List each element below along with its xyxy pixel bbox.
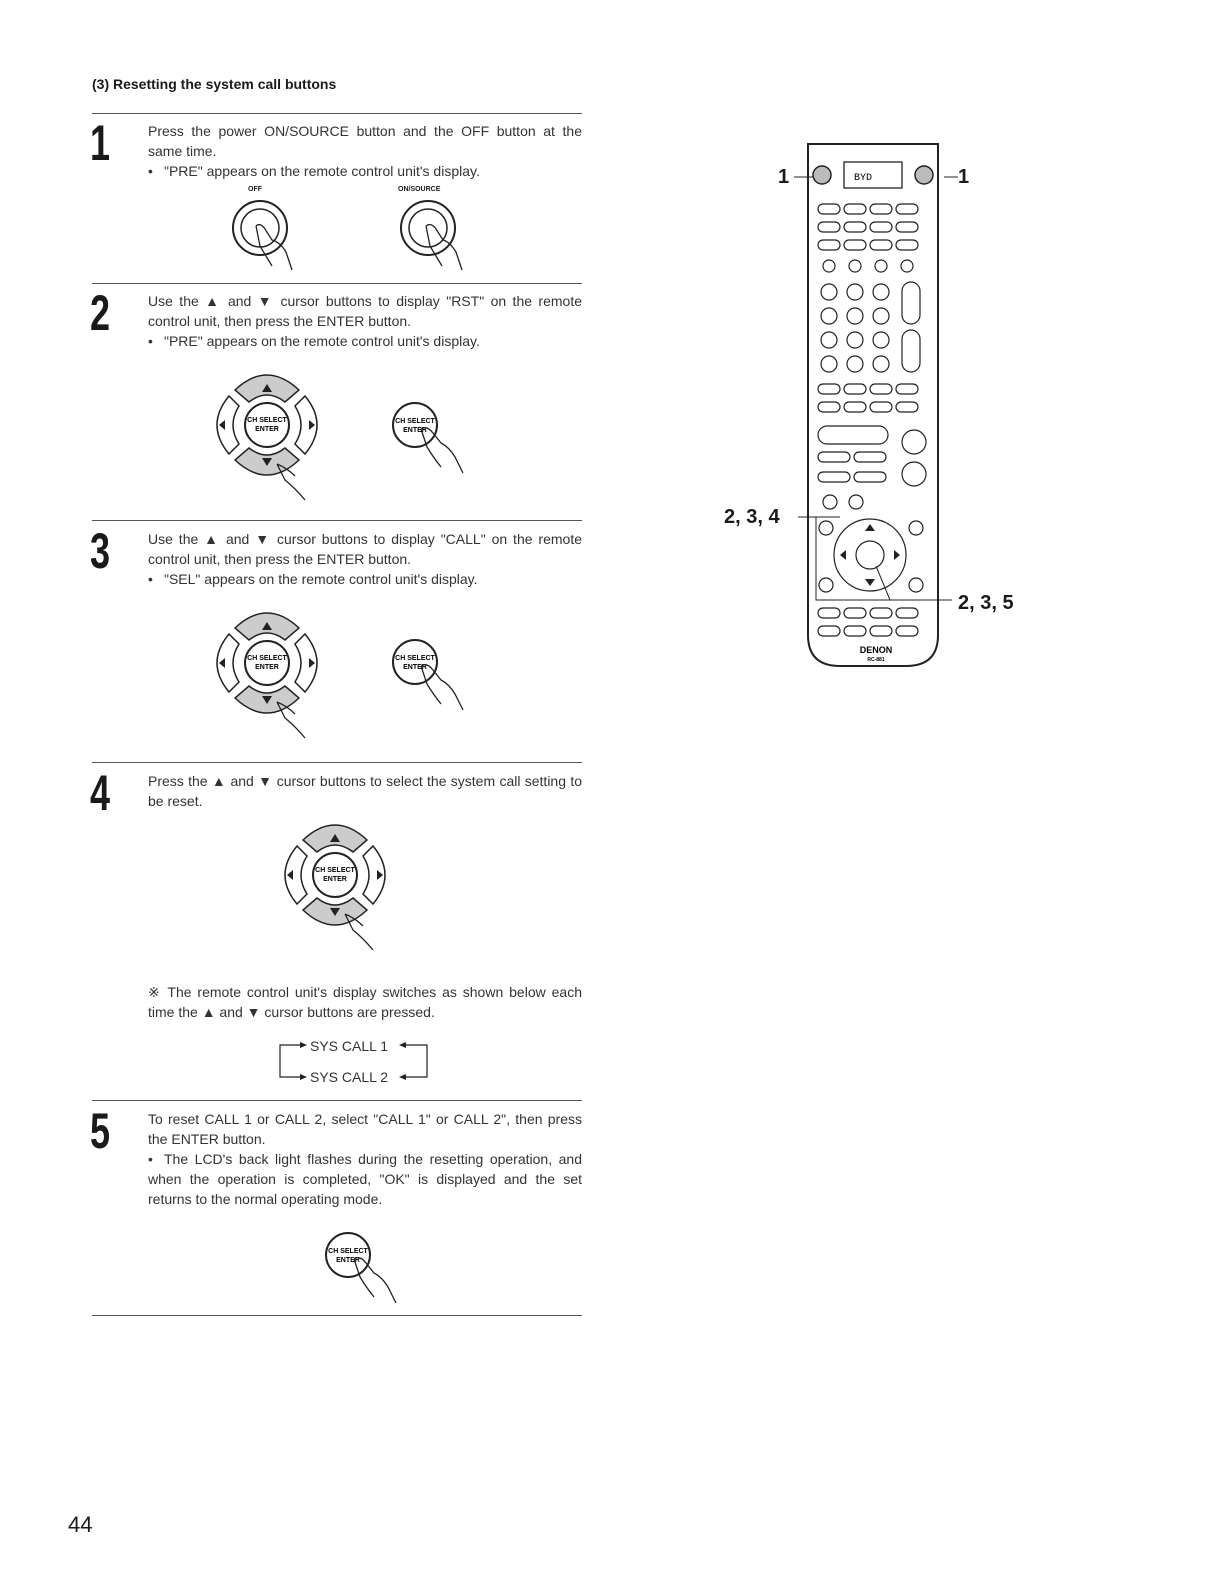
step-text: Press the power ON/SOURCE button and the OFF button at the same time. — [148, 123, 582, 159]
on-source-button-press-illustration — [388, 196, 478, 274]
step-number: 3 — [90, 523, 111, 579]
svg-text:ENTER: ENTER — [403, 427, 427, 434]
cursor-pad-illustration — [273, 810, 403, 960]
step-bullet: • "PRE" appears on the remote control unit's display. — [148, 333, 480, 349]
svg-text:CH SELECT: CH SELECT — [315, 867, 355, 874]
svg-text:ENTER: ENTER — [255, 426, 279, 433]
step-text: Use the ▲ and ▼ cursor buttons to display "CALL" on the remote control unit, then press the ENTER button. — [148, 531, 582, 567]
svg-text:ENTER: ENTER — [323, 876, 347, 883]
divider — [92, 762, 582, 763]
pad-center-label: CH SELECT — [247, 417, 287, 424]
cycle-note: ※ The remote control unit's display switches as shown below each time the ▲ and ▼ cursor buttons are pressed. — [148, 984, 582, 1020]
callout-label: 2, 3, 5 — [958, 592, 1014, 614]
svg-text:CH SELECT: CH SELECT — [328, 1248, 368, 1255]
divider — [92, 520, 582, 521]
divider — [92, 113, 582, 114]
svg-text:CH SELECT: CH SELECT — [395, 418, 435, 425]
step-text: Press the ▲ and ▼ cursor buttons to select the system call setting to be reset. — [148, 773, 582, 809]
step-text: Use the ▲ and ▼ cursor buttons to display "RST" on the remote control unit, then press the ENTER button. — [148, 293, 582, 329]
step-number: 2 — [90, 285, 111, 341]
svg-text:CH SELECT: CH SELECT — [395, 655, 435, 662]
step-bullet: • The LCD's back light flashes during the resetting operation, and when the operation is completed, "OK" is displayed and the set returns to the normal operating mode. — [148, 1151, 582, 1207]
remote-model: RC-881 — [867, 657, 885, 663]
callout-label: 1 — [778, 166, 790, 188]
divider — [92, 1100, 582, 1101]
cursor-pad-illustration — [205, 598, 335, 748]
svg-text:ENTER: ENTER — [336, 1257, 360, 1264]
svg-text:BYD: BYD — [854, 173, 873, 184]
enter-button-press-illustration — [385, 395, 485, 475]
svg-text:ENTER: ENTER — [403, 664, 427, 671]
off-label: OFF — [248, 186, 262, 193]
section-title: (3) Resetting the system call buttons — [92, 76, 337, 92]
remote-brand: DENON — [859, 645, 893, 655]
cycle-item: SYS CALL 1 — [310, 1038, 389, 1054]
cycle-item: SYS CALL 2 — [310, 1069, 389, 1085]
svg-text:ENTER: ENTER — [255, 664, 279, 671]
step-number: 4 — [90, 765, 111, 821]
step-text: To reset CALL 1 or CALL 2, select "CALL 1" or CALL 2", then press the ENTER button. — [148, 1111, 582, 1147]
page-number: 44 — [68, 1512, 93, 1537]
cursor-pad-illustration — [205, 360, 335, 510]
svg-text:CH SELECT: CH SELECT — [247, 655, 287, 662]
step-number: 1 — [90, 115, 111, 171]
step-number: 5 — [90, 1103, 111, 1159]
divider — [92, 1315, 582, 1316]
callout-label: 1 — [958, 166, 970, 188]
callout-label: 2, 3, 4 — [724, 506, 780, 528]
enter-button-press-illustration — [318, 1225, 418, 1307]
divider — [92, 283, 582, 284]
enter-button-press-illustration — [385, 632, 485, 712]
callout-lines — [780, 150, 1020, 620]
step-bullet: • "PRE" appears on the remote control unit's display. — [148, 163, 480, 179]
off-button-press-illustration — [220, 196, 310, 274]
on-source-label: ON/SOURCE — [398, 186, 441, 193]
step-bullet: • "SEL" appears on the remote control unit's display. — [148, 571, 478, 587]
